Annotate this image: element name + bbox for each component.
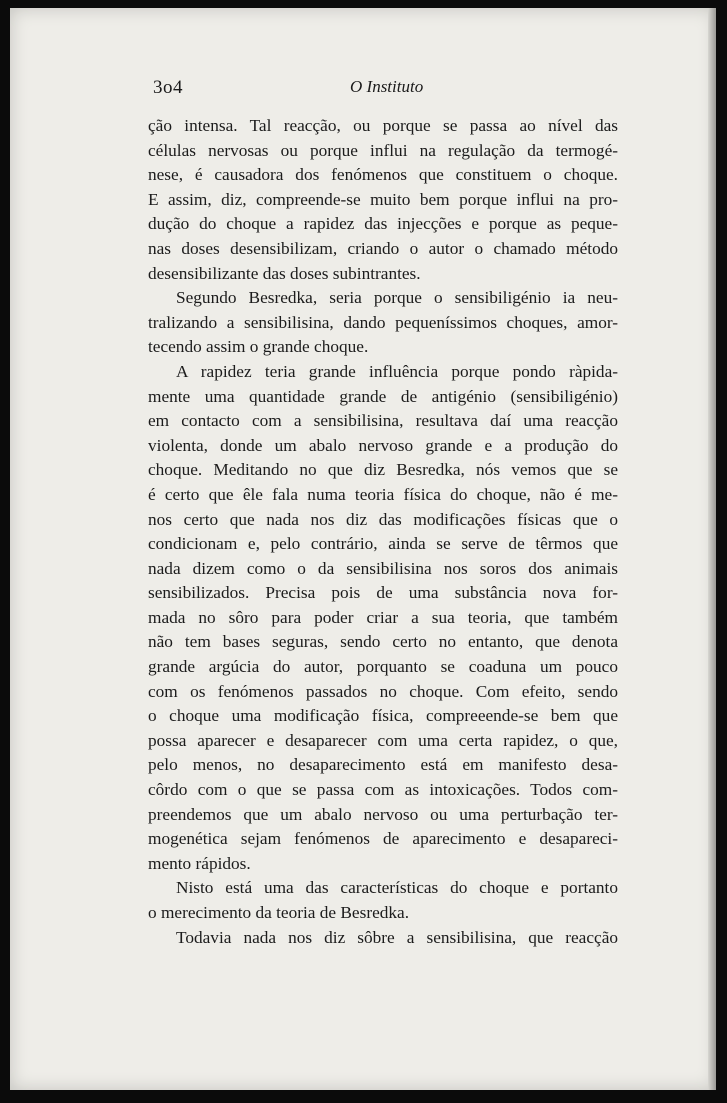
text-line: tecendo assim o grande choque. [148, 337, 369, 357]
text-line: choque. Meditando no que diz Besredka, nós vemos que se [148, 460, 618, 480]
text-line: é certo que êle fala numa teoria física do choque, não é me- [148, 484, 618, 504]
text-line: desensibilizante das doses subintrantes. [148, 263, 421, 283]
text-line: o merecimento da teoria de Besredka. [148, 903, 410, 922]
body-text [148, 114, 618, 950]
text-line: A rapidez teria grande influência porque pondo ràpida- [176, 361, 618, 381]
text-line: não tem bases seguras, sendo certo no entanto, que denota [148, 632, 618, 652]
text-line: células nervosas ou porque influi na regulação da termogé- [148, 140, 618, 160]
text-line: nos certo que nada nos diz das modificações físicas que o [148, 509, 618, 529]
text-line: mogenética sejam fenómenos de aparecimento e desapareci- [148, 829, 618, 849]
text-line: ção intensa. Tal reacção, ou porque se passa ao nível das [148, 116, 618, 135]
text-line: Nisto está uma das características do choque e portanto [176, 878, 618, 898]
text-line: tralizando a sensibilisina, dando pequeníssimos choques, amor- [148, 312, 618, 332]
text-line: com os fenómenos passados no choque. Com efeito, sendo [148, 681, 618, 701]
text-line: o choque uma modificação física, compreeende-se bem que [148, 706, 618, 726]
text-line: nada dizem como o da sensibilisina nos soros dos animais [148, 558, 618, 578]
text-line: grande argúcia do autor, porquanto se coaduna um pouco [148, 657, 618, 677]
text-line: mento rápidos. [148, 853, 251, 873]
page-number: 3o4 [153, 77, 183, 98]
text-line: côrdo com o que se passa com as intoxicações. Todos com- [148, 780, 618, 800]
text-line: pelo menos, no desaparecimento está em manifesto desa- [148, 755, 618, 775]
page-edge [708, 8, 716, 1090]
paragraph [148, 926, 618, 951]
text-line: Todavia nada nos diz sôbre a sensibilisina, que reacção [176, 927, 618, 947]
text-line: condicionam e, pelo contrário, ainda se serve de têrmos que [148, 534, 618, 554]
text-line: sensibilizados. Precisa pois de uma substância nova for- [148, 583, 618, 603]
paragraph [148, 876, 618, 925]
text-line: mada no sôro para poder criar a sua teoria, que também [148, 607, 618, 627]
running-head: O Instituto [350, 77, 424, 96]
text-line: mente uma quantidade grande de antigénio (sensibiligénio) [148, 386, 618, 406]
paragraph [148, 286, 618, 360]
book-page [10, 8, 716, 1090]
page-header [143, 70, 623, 100]
text-line: possa aparecer e desaparecer com uma certa rapidez, o que, [148, 730, 618, 750]
text-line: em contacto com a sensibilisina, resultava daí uma reacção [148, 411, 618, 431]
paragraph [148, 114, 618, 286]
text-line: nese, é causadora dos fenómenos que constituem o choque. [148, 165, 618, 185]
text-line: Segundo Besredka, seria porque o sensibiligénio ia neu- [176, 288, 618, 308]
paragraph [148, 360, 618, 876]
text-line: preendemos que um abalo nervoso ou uma perturbação ter- [148, 804, 618, 824]
text-line: violenta, donde um abalo nervoso grande e a produção do [148, 435, 618, 455]
text-line: E assim, diz, compreende-se muito bem porque influi na pro- [148, 189, 618, 209]
text-line: dução do choque a rapidez das injecções e porque as peque- [148, 214, 618, 234]
text-line: nas doses desensibilizam, criando o autor o chamado método [148, 238, 618, 258]
